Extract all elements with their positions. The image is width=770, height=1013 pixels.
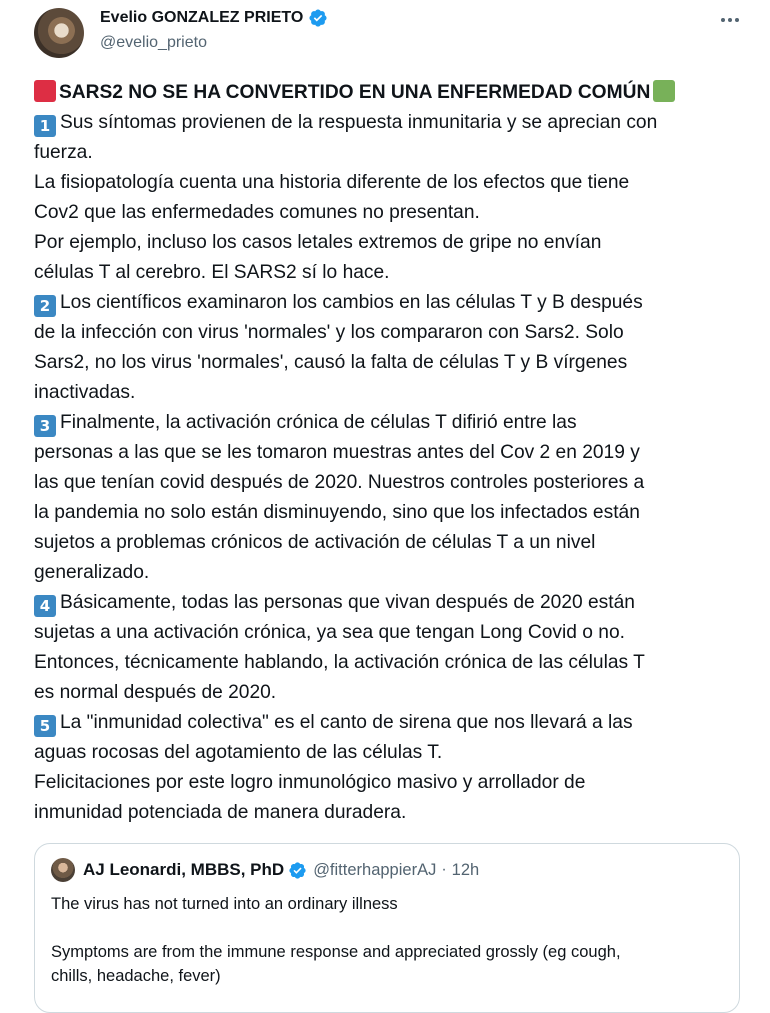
author-display-name[interactable]: Evelio GONZALEZ PRIETO (100, 9, 304, 26)
author-name-row (100, 8, 328, 28)
tweet-line-text: Básicamente, todas las personas que vivan después de 2020 están (60, 592, 635, 613)
tweet-text (34, 78, 744, 828)
tweet-line: sujetas a una activación crónica, ya sea que tengan Long Covid o no. (34, 622, 625, 643)
quoted-tweet-header (51, 858, 479, 882)
keycap-2-icon: 2 (34, 295, 56, 317)
quoted-author-avatar (51, 858, 75, 882)
tweet-line (34, 108, 744, 138)
tweet-line: sujetos a problemas crónicos de activación de células T a un nivel (34, 532, 596, 553)
tweet-line: las que tenían covid después de 2020. Nuestros controles posteriores a (34, 472, 645, 493)
tweet-line: Entonces, técnicamente hablando, la activación crónica de las células T (34, 652, 645, 673)
tweet-line: aguas rocosas del agotamiento de las células T. (34, 742, 443, 763)
tweet-line (34, 288, 744, 318)
quoted-author-handle: @fitterhappierAJ (313, 860, 437, 879)
tweet-line: generalizado. (34, 562, 150, 583)
quoted-tweet-line: chills, headache, fever) (51, 967, 221, 985)
tweet-line-text: Finalmente, la activación crónica de células T difirió entre las (60, 412, 577, 433)
tweet-line: fuerza. (34, 142, 93, 163)
tweet-line: inmunidad potenciada de manera duradera. (34, 802, 407, 823)
tweet-line (34, 408, 744, 438)
tweet-line-text: Sus síntomas provienen de la respuesta inmunitaria y se aprecian con (60, 112, 658, 133)
keycap-4-icon: 4 (34, 595, 56, 617)
author-avatar[interactable] (34, 8, 84, 58)
quoted-tweet-line: The virus has not turned into an ordinary illness (51, 895, 398, 913)
quoted-tweet-line: Symptoms are from the immune response and appreciated grossly (eg cough, (51, 943, 621, 961)
tweet-line: Felicitaciones por este logro inmunológico masivo y arrollador de (34, 772, 586, 793)
quoted-author-name: AJ Leonardi, MBBS, PhD (83, 860, 285, 879)
tweet-line: Cov2 que las enfermedades comunes no presentan. (34, 202, 480, 223)
tweet-line: de la infección con virus 'normales' y los compararon con Sars2. Solo (34, 322, 624, 343)
separator-dot: · (441, 861, 447, 878)
tweet-header (0, 0, 770, 70)
quoted-tweet-text (51, 892, 731, 988)
tweet-line: la pandemia no solo están disminuyendo, sino que los infectados están (34, 502, 640, 523)
tweet-line: células T al cerebro. El SARS2 sí lo hace. (34, 262, 390, 283)
author-handle[interactable]: @evelio_prieto (100, 34, 207, 51)
tweet-line: es normal después de 2020. (34, 682, 277, 703)
green-square-icon (653, 80, 675, 102)
keycap-5-icon: 5 (34, 715, 56, 737)
tweet-line: Sars2, no los virus 'normales', causó la falta de células T y B vírgenes (34, 352, 628, 373)
keycap-1-icon: 1 (34, 115, 56, 137)
tweet-line-text: La "inmunidad colectiva" es el canto de sirena que nos llevará a las (60, 712, 633, 733)
verified-badge-icon (288, 861, 307, 880)
tweet-heading: SARS2 NO SE HA CONVERTIDO EN UNA ENFERMEDAD COMÚN (59, 82, 651, 103)
red-square-icon (34, 80, 56, 102)
quoted-tweet[interactable] (34, 843, 740, 1013)
tweet-line: personas a las que se les tomaron muestras antes del Cov 2 en 2019 y (34, 442, 640, 463)
tweet-line: Por ejemplo, incluso los casos letales extremos de gripe no envían (34, 232, 602, 253)
keycap-3-icon: 3 (34, 415, 56, 437)
tweet-line (34, 708, 744, 738)
tweet-line: La fisiopatología cuenta una historia diferente de los efectos que tiene (34, 172, 630, 193)
more-horizontal-icon (720, 18, 741, 22)
more-options-button[interactable] (712, 8, 748, 32)
tweet-line: inactivadas. (34, 382, 136, 403)
tweet-line (34, 588, 744, 618)
tweet-heading-line (34, 78, 744, 108)
tweet-line-text: Los científicos examinaron los cambios en las células T y B después (60, 292, 643, 313)
quoted-tweet-time: 12h (451, 860, 480, 879)
quoted-tweet-line (51, 916, 731, 940)
verified-badge-icon (308, 8, 328, 28)
